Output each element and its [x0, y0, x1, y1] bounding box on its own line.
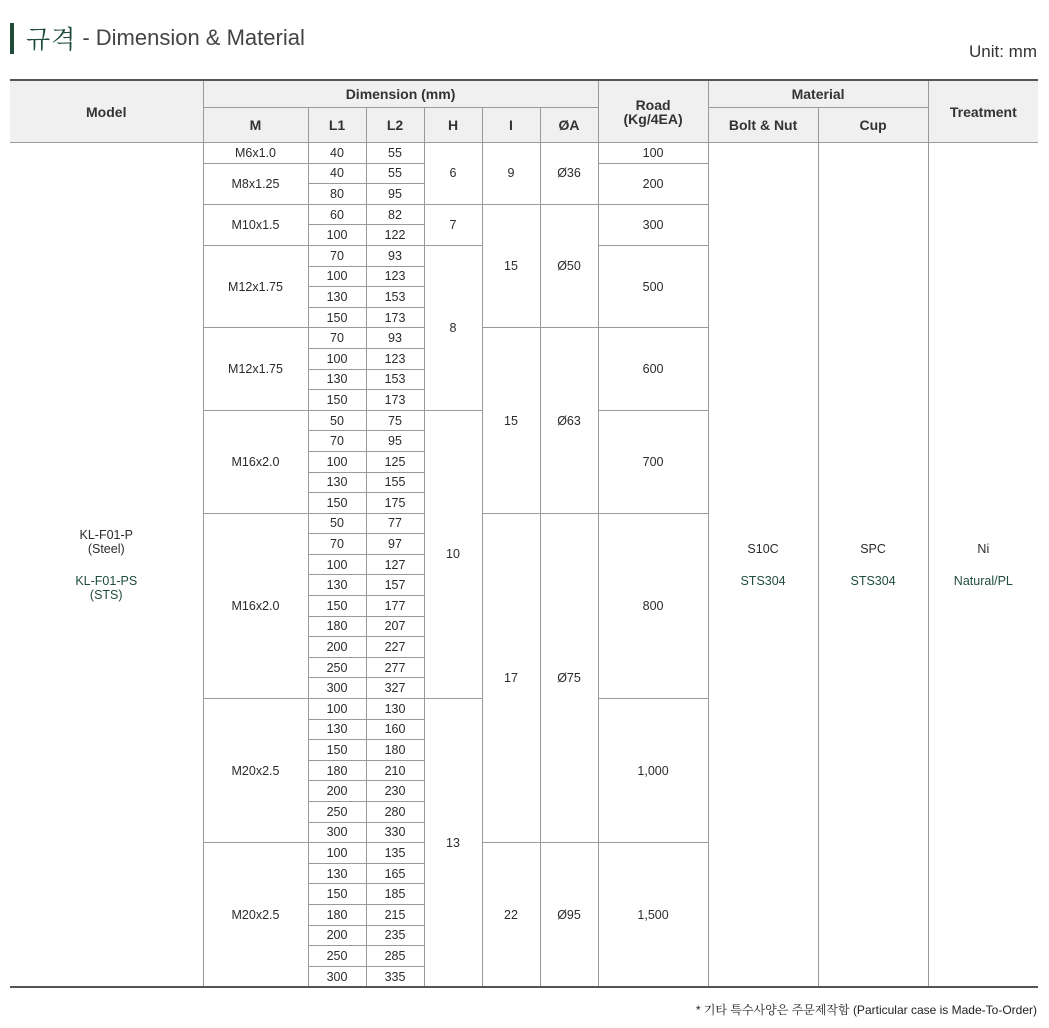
- l2-cell: 285: [366, 946, 424, 967]
- l1-cell: 150: [308, 493, 366, 514]
- table-row: [10, 143, 1038, 164]
- l1-cell: 70: [308, 431, 366, 452]
- bolt-nut-cell-main: S10C: [747, 541, 779, 556]
- l2-cell: 160: [366, 719, 424, 740]
- m-cell: M16x2.0: [203, 410, 308, 513]
- spacer: [819, 556, 928, 574]
- l1-cell: 300: [308, 678, 366, 699]
- l2-cell: 330: [366, 822, 424, 843]
- l1-cell: 300: [308, 966, 366, 987]
- l1-cell: 180: [308, 760, 366, 781]
- i-cell: 9: [482, 143, 540, 205]
- l1-cell: 180: [308, 904, 366, 925]
- header-l2: L2: [366, 108, 424, 143]
- l1-cell: 150: [308, 390, 366, 411]
- l2-cell: 280: [366, 802, 424, 823]
- l2-cell: 95: [366, 184, 424, 205]
- l1-cell: 100: [308, 348, 366, 369]
- l1-cell: 40: [308, 143, 366, 164]
- l1-cell: 100: [308, 451, 366, 472]
- l1-cell: 200: [308, 781, 366, 802]
- h-cell: 13: [424, 699, 482, 988]
- l1-cell: 50: [308, 410, 366, 431]
- header-road: [598, 80, 708, 143]
- l2-cell: 210: [366, 760, 424, 781]
- l1-cell: 130: [308, 863, 366, 884]
- spacer: [929, 556, 1039, 574]
- bolt-nut-cell: [708, 143, 818, 988]
- title-accent-bar: [10, 23, 14, 54]
- l1-cell: 130: [308, 369, 366, 390]
- l1-cell: 60: [308, 204, 366, 225]
- header-i: I: [482, 108, 540, 143]
- cup-cell-alt: STS304: [850, 573, 896, 588]
- l2-cell: 177: [366, 596, 424, 617]
- road-cell: 700: [598, 410, 708, 513]
- l2-cell: 235: [366, 925, 424, 946]
- oa-cell: Ø95: [540, 843, 598, 988]
- road-cell: 600: [598, 328, 708, 410]
- header-h: H: [424, 108, 482, 143]
- l2-cell: 173: [366, 307, 424, 328]
- header-m: M: [203, 108, 308, 143]
- m-cell: M10x1.5: [203, 204, 308, 245]
- treatment-cell: [928, 143, 1038, 988]
- l1-cell: 150: [308, 884, 366, 905]
- oa-cell: Ø75: [540, 513, 598, 843]
- l2-cell: 75: [366, 410, 424, 431]
- l1-cell: 150: [308, 596, 366, 617]
- header-model: Model: [10, 80, 203, 143]
- header-treatment: Treatment: [928, 80, 1038, 143]
- l1-cell: 200: [308, 925, 366, 946]
- m-cell: M16x2.0: [203, 513, 308, 698]
- l1-cell: 250: [308, 802, 366, 823]
- spacer: [10, 556, 203, 574]
- l1-cell: 150: [308, 307, 366, 328]
- l2-cell: 207: [366, 616, 424, 637]
- l1-cell: 150: [308, 740, 366, 761]
- l1-cell: 250: [308, 657, 366, 678]
- l1-cell: 300: [308, 822, 366, 843]
- h-cell: 8: [424, 245, 482, 410]
- l1-cell: 100: [308, 554, 366, 575]
- l2-cell: 123: [366, 266, 424, 287]
- section-title: [10, 20, 305, 56]
- l2-cell: 173: [366, 390, 424, 411]
- header-oa: ØA: [540, 108, 598, 143]
- m-cell: M12x1.75: [203, 328, 308, 410]
- model-name-sts: KL-F01-PS: [75, 573, 138, 588]
- cup-cell: [818, 143, 928, 988]
- header-l1: L1: [308, 108, 366, 143]
- l2-cell: 95: [366, 431, 424, 452]
- l2-cell: 157: [366, 575, 424, 596]
- header-cup: Cup: [818, 108, 928, 143]
- unit-label: Unit: mm: [969, 42, 1037, 61]
- l2-cell: 230: [366, 781, 424, 802]
- l1-cell: 100: [308, 699, 366, 720]
- h-cell: 7: [424, 204, 482, 245]
- title-korean: 규격: [26, 25, 77, 54]
- l1-cell: 200: [308, 637, 366, 658]
- l1-cell: 130: [308, 719, 366, 740]
- l1-cell: 70: [308, 534, 366, 555]
- l2-cell: 215: [366, 904, 424, 925]
- oa-cell: Ø36: [540, 143, 598, 205]
- h-cell: 6: [424, 143, 482, 205]
- i-cell: 17: [482, 513, 540, 843]
- i-cell: 15: [482, 328, 540, 513]
- spec-table-body: [10, 143, 1038, 988]
- l2-cell: 165: [366, 863, 424, 884]
- model-cell: [10, 143, 203, 988]
- l1-cell: 130: [308, 287, 366, 308]
- road-cell: 800: [598, 513, 708, 698]
- l2-cell: 153: [366, 369, 424, 390]
- l2-cell: 97: [366, 534, 424, 555]
- l2-cell: 185: [366, 884, 424, 905]
- spacer: [709, 556, 818, 574]
- model-material-sts: (STS): [89, 587, 123, 602]
- road-cell: 100: [598, 143, 708, 164]
- oa-cell: Ø50: [540, 204, 598, 328]
- model-name-steel: KL-F01-P: [79, 527, 133, 542]
- l2-cell: 93: [366, 245, 424, 266]
- l2-cell: 335: [366, 966, 424, 987]
- model-material-steel: (Steel): [87, 541, 125, 556]
- l1-cell: 70: [308, 328, 366, 349]
- l1-cell: 130: [308, 472, 366, 493]
- header-road-line1: Road: [635, 96, 671, 113]
- spec-table: [10, 79, 1038, 988]
- l2-cell: 122: [366, 225, 424, 246]
- l2-cell: 175: [366, 493, 424, 514]
- l1-cell: 40: [308, 163, 366, 184]
- road-cell: 300: [598, 204, 708, 245]
- l2-cell: 277: [366, 657, 424, 678]
- treatment-cell-main: Ni: [977, 541, 990, 556]
- road-cell: 1,500: [598, 843, 708, 988]
- i-cell: 15: [482, 204, 540, 328]
- l2-cell: 155: [366, 472, 424, 493]
- m-cell: M20x2.5: [203, 699, 308, 843]
- road-cell: 200: [598, 163, 708, 204]
- l1-cell: 50: [308, 513, 366, 534]
- m-cell: M8x1.25: [203, 163, 308, 204]
- l1-cell: 80: [308, 184, 366, 205]
- l2-cell: 55: [366, 143, 424, 164]
- m-cell: M20x2.5: [203, 843, 308, 988]
- l2-cell: 153: [366, 287, 424, 308]
- l2-cell: 135: [366, 843, 424, 864]
- l1-cell: 100: [308, 266, 366, 287]
- l2-cell: 55: [366, 163, 424, 184]
- bolt-nut-cell-alt: STS304: [740, 573, 786, 588]
- l2-cell: 123: [366, 348, 424, 369]
- h-cell: 10: [424, 410, 482, 698]
- header-dimension: Dimension (mm): [203, 80, 598, 108]
- road-cell: 1,000: [598, 699, 708, 843]
- header-road-line2: (Kg/4EA): [623, 110, 683, 127]
- treatment-cell-alt: Natural/PL: [953, 573, 1013, 588]
- l1-cell: 100: [308, 225, 366, 246]
- l2-cell: 82: [366, 204, 424, 225]
- l2-cell: 130: [366, 699, 424, 720]
- l1-cell: 180: [308, 616, 366, 637]
- i-cell: 22: [482, 843, 540, 988]
- header-material: Material: [708, 80, 928, 108]
- l1-cell: 70: [308, 245, 366, 266]
- l2-cell: 125: [366, 451, 424, 472]
- oa-cell: Ø63: [540, 328, 598, 513]
- l2-cell: 127: [366, 554, 424, 575]
- title-english: - Dimension & Material: [82, 25, 305, 50]
- road-cell: 500: [598, 245, 708, 327]
- l2-cell: 227: [366, 637, 424, 658]
- m-cell: M12x1.75: [203, 245, 308, 327]
- l2-cell: 77: [366, 513, 424, 534]
- l2-cell: 327: [366, 678, 424, 699]
- l1-cell: 100: [308, 843, 366, 864]
- l1-cell: 130: [308, 575, 366, 596]
- l2-cell: 180: [366, 740, 424, 761]
- footnote: * 기타 특수사양은 주문제작함 (Particular case is Made-To-Order): [695, 1003, 1037, 1017]
- l2-cell: 93: [366, 328, 424, 349]
- l1-cell: 250: [308, 946, 366, 967]
- cup-cell-main: SPC: [860, 541, 886, 556]
- m-cell: M6x1.0: [203, 143, 308, 164]
- header-bolt-nut: Bolt & Nut: [708, 108, 818, 143]
